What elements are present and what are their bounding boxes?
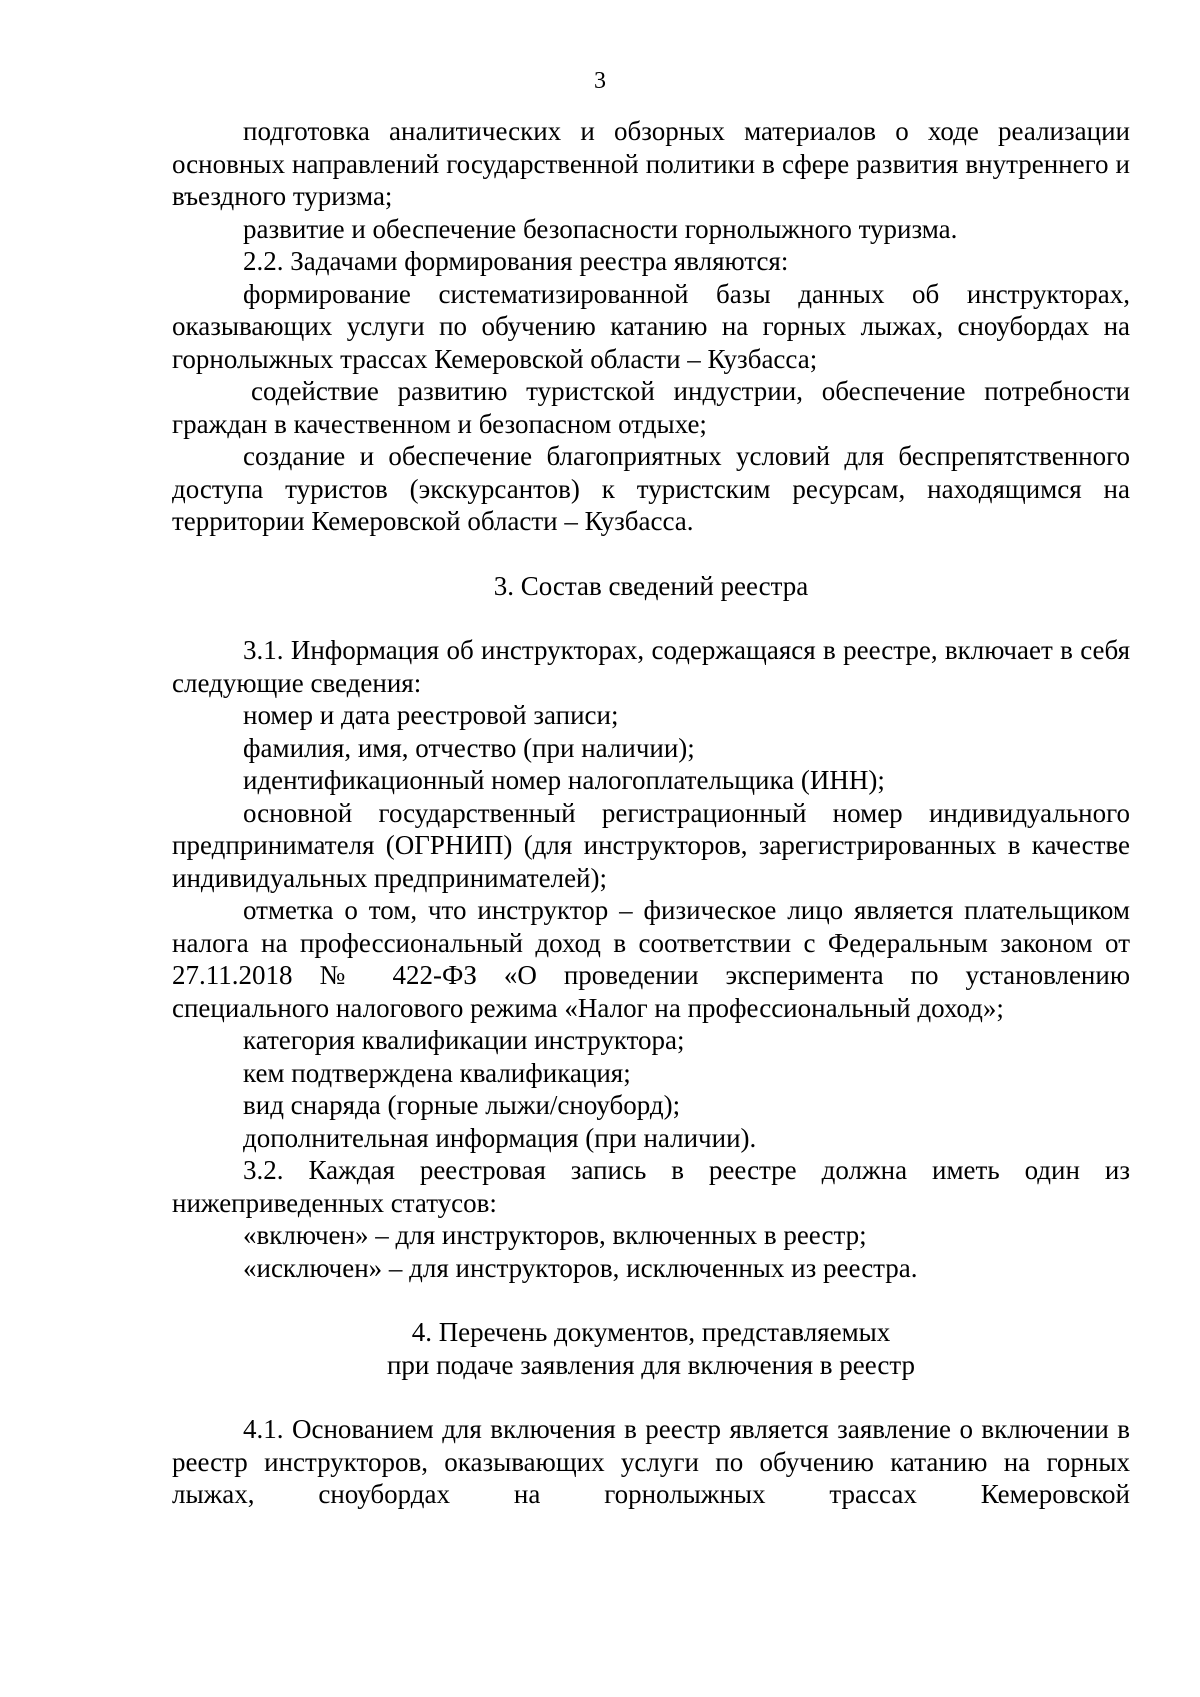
list-item-ogrnip: основной государственный регистрационный номер индивидуального предпринимателя (ОГРНИП) (для инструкторов, зарегистрированных в качестве индивидуальных предпринимателей); — [172, 797, 1130, 893]
list-item-full-name: фамилия, имя, отчество (при наличии); — [243, 732, 695, 763]
page-number: 3 — [594, 68, 606, 94]
list-item-equipment-type: вид снаряда (горные лыжи/сноуборд); — [243, 1090, 681, 1120]
paragraph-tasks-intro: 2.2. Задачами формирования реестра являются: — [243, 246, 789, 276]
list-item-qualification-category: категория квалификации инструктора; — [243, 1025, 685, 1055]
paragraph-database: формирование систематизированной базы данных об инструкторах, оказывающих услуги по обучению катанию на горных лыжах, сноубордах на горнолыжных трассах Кемеровской области – Кузбасса; — [172, 278, 1130, 374]
section-3-heading: 3. Состав сведений реестра — [493, 570, 809, 601]
list-item-inn: идентификационный номер налогоплательщика (ИНН); — [243, 765, 885, 795]
document-body — [172, 115, 1130, 1511]
section-4-heading — [172, 1316, 1130, 1381]
list-item-tax-mark: отметка о том, что инструктор – физическое лицо является плательщиком налога на профессиональный доход в соответствии с Федеральным законом от 27.11.2018 № 422-ФЗ «О проведении эксперимента по установлению специального налогового режима «Налог на профессиональный доход»; — [172, 895, 1130, 1023]
paragraph-ski-safety: развитие и обеспечение безопасности горнолыжного туризма. — [243, 213, 958, 244]
list-item-additional-info: дополнительная информация (при наличии). — [243, 1122, 757, 1153]
paragraph-access-conditions: создание и обеспечение благоприятных условий для беспрепятственного доступа туристов (экскурсантов) к туристским ресурсам, находящимся на территории Кемеровской области – Кузбасса. — [172, 441, 1130, 536]
section-4-heading-line-2: при подаче заявления для включения в реестр — [386, 1349, 915, 1380]
paragraph-3-2: 3.2. Каждая реестровая запись в реестре должна иметь один из нижеприведенных статусов: — [172, 1155, 1130, 1218]
list-item-status-included: «включен» – для инструкторов, включенных в реестр; — [243, 1220, 867, 1250]
list-item-record-number: номер и дата реестровой записи; — [243, 700, 619, 730]
section-4-heading-line-1: 4. Перечень документов, представляемых — [411, 1317, 891, 1347]
paragraph-3-1: 3.1. Информация об инструкторах, содержащаяся в реестре, включает в себя следующие сведения: — [172, 635, 1130, 698]
paragraph-analytics: подготовка аналитических и обзорных материалов о ходе реализации основных направлений государственной политики в сфере развития внутреннего и въездного туризма; — [172, 116, 1130, 211]
paragraph-tourism-industry: содействие развитию туристской индустрии, обеспечение потребности граждан в качественном и безопасном отдыхе; — [172, 376, 1130, 439]
paragraph-4-1: 4.1. Основанием для включения в реестр является заявление о включении в реестр инструкторов, оказывающих услуги по обучению катанию на горных лыжах, сноубордах на горнолыжных трассах Кемеровской — [172, 1414, 1130, 1509]
list-item-qualification-confirmed: кем подтверждена квалификация; — [243, 1057, 631, 1088]
list-item-status-excluded: «исключен» – для инструкторов, исключенных из реестра. — [243, 1252, 918, 1283]
